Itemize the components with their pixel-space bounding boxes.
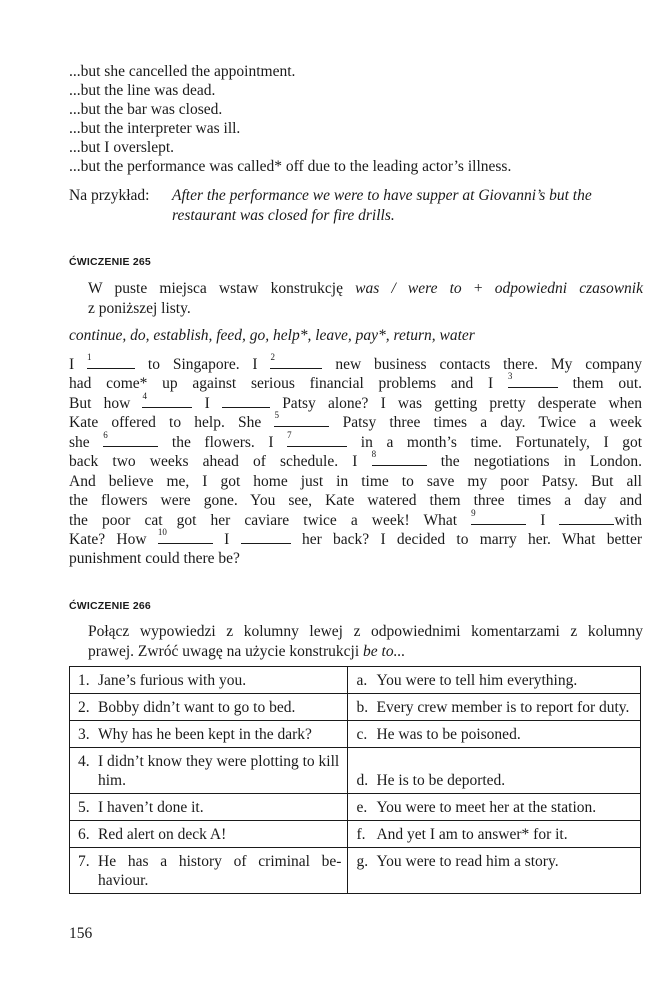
exercise-265-text (69, 352, 643, 569)
blank-10b[interactable] (241, 531, 291, 544)
example-text: After the performance we were to have supper at Giovanni’s but the restaurant was closed for fire drills. (172, 187, 592, 224)
blank-number: 2 (270, 352, 275, 362)
intro-line: ...but I overslept. (69, 139, 175, 156)
item-text: He was to be poisoned. (376, 726, 521, 743)
item-letter: f. (356, 826, 366, 843)
text-segment: I (540, 511, 546, 529)
right-cell (348, 794, 641, 821)
text-segment: them out. (572, 375, 642, 393)
intro-line: ...but the performance was called* off due to the leading actor’s illness. (69, 158, 512, 175)
table-row (70, 694, 641, 721)
item-letter: g. (356, 853, 369, 870)
instruction-text: W puste miejsca wstaw konstrukcję (88, 280, 356, 297)
text-segment: her back? I decided to marry her. What better (301, 530, 643, 548)
blank-6[interactable] (103, 429, 158, 447)
blank-9[interactable] (471, 507, 526, 525)
item-text: Bobby didn’t want to go to bed. (98, 699, 296, 716)
text-segment: I (204, 394, 210, 412)
example-label: Na przykład: (69, 187, 150, 204)
blank-number: 8 (371, 449, 377, 460)
item-letter: b. (356, 699, 369, 716)
exercise-265-instruction (88, 279, 643, 319)
text-segment: I (224, 530, 230, 548)
table-row (70, 667, 641, 694)
text-segment: she (69, 433, 90, 451)
exercise-265-heading: ĆWICZENIE 265 (69, 256, 151, 268)
text-segment: Kate? How (69, 530, 147, 548)
item-number: 1. (78, 672, 90, 689)
blank-4b[interactable] (222, 395, 270, 408)
item-text: Why has he been kept in the dark? (98, 726, 312, 743)
blank-number: 10 (157, 526, 167, 537)
item-number: 2. (78, 699, 90, 716)
text-segment: to Singapore. I (147, 356, 258, 373)
exercise-266-instruction (88, 622, 643, 662)
right-cell (348, 667, 641, 694)
item-number: 5. (78, 799, 90, 816)
blank-10[interactable] (157, 526, 213, 544)
item-text: You were to tell him everything. (376, 672, 578, 689)
text-line: And believe me, I got home just in time to save my poor Patsy. But all (69, 472, 642, 490)
text-line: the flowers were gone. You see, Kate watered them three times a day and (69, 492, 642, 510)
blank-number: 1 (87, 352, 92, 362)
item-text: Red alert on deck A! (98, 826, 227, 843)
item-letter: e. (356, 799, 368, 816)
right-cell (348, 721, 641, 748)
blank-8[interactable] (371, 449, 427, 466)
blank-3[interactable] (507, 371, 558, 388)
instruction-italic: was / were to (355, 280, 462, 297)
item-letter: d. (356, 772, 369, 789)
text-segment: the flowers. I (171, 433, 274, 451)
left-cell (70, 694, 348, 721)
table-row (70, 721, 641, 748)
blank-number: 9 (471, 507, 476, 518)
text-segment: new business contacts there. My company (335, 356, 643, 373)
blank-9b[interactable] (559, 512, 614, 525)
blank-number: 5 (274, 410, 279, 421)
item-text: I haven’t done it. (98, 799, 204, 816)
item-text: And yet I am to answer* for it. (376, 826, 568, 843)
item-text: I didn’t know they were plotting to kill him. (98, 753, 340, 789)
item-text: You were to read him a story. (376, 853, 559, 870)
text-line: punishment could there be? (69, 550, 240, 568)
item-text: He is to be deported. (376, 772, 506, 789)
blank-number: 3 (507, 371, 513, 382)
left-cell (70, 821, 348, 848)
text-segment: Kate offered to help. She (69, 414, 262, 432)
intro-line: ...but the line was dead. (69, 82, 216, 99)
instruction-text: z poniższej listy. (88, 300, 191, 317)
intro-list (69, 62, 511, 176)
item-text: You were to meet her at the station. (376, 799, 597, 816)
text-segment: Patsy three times a day. Twice a week (342, 414, 643, 432)
right-cell (348, 848, 641, 894)
instruction-text: prawej. Zwróć uwagę na użycie konstrukcji (88, 643, 364, 660)
item-number: 4. (78, 753, 90, 770)
intro-line: ...but she cancelled the appointment. (69, 63, 296, 80)
blank-5[interactable] (274, 410, 329, 427)
text-segment: I (69, 356, 75, 373)
blank-1[interactable] (87, 352, 135, 369)
table-row (70, 821, 641, 848)
blank-number: 4 (142, 390, 147, 401)
instruction-italic: odpowiedni czasownik (494, 280, 643, 297)
table-row (70, 794, 641, 821)
instruction-plus: + (461, 280, 495, 297)
text-segment: But how (69, 394, 131, 412)
item-text: Jane’s furious with you. (98, 672, 247, 689)
text-segment: had come* up against serious financial problems and I (69, 375, 494, 393)
instruction-italic: be to... (363, 643, 406, 660)
intro-line: ...but the bar was closed. (69, 101, 223, 118)
left-cell (70, 721, 348, 748)
right-cell (348, 748, 641, 794)
blank-2[interactable] (270, 352, 322, 369)
blank-7[interactable] (287, 429, 347, 447)
table-row (70, 848, 641, 894)
left-cell (70, 667, 348, 694)
left-cell (70, 794, 348, 821)
text-segment: with (614, 511, 643, 529)
page-number: 156 (69, 925, 93, 942)
item-letter: c. (356, 726, 368, 743)
blank-number: 7 (287, 429, 292, 440)
text-segment: the negotiations in London. (440, 453, 643, 471)
intro-line: ...but the interpreter was ill. (69, 120, 241, 137)
blank-4[interactable] (142, 390, 192, 408)
matching-table (69, 666, 641, 894)
item-number: 6. (78, 826, 90, 843)
item-text: He has a history of criminal be-haviour. (98, 853, 342, 889)
instruction-text: Połącz wypowiedzi z kolumny lewej z odpowiednimi komentarzami z kolumny (88, 623, 643, 640)
left-cell (70, 748, 348, 794)
text-segment: in a month’s time. Fortunately, I got (360, 433, 643, 451)
text-segment: the poor cat got her caviare twice a week! What (69, 511, 458, 529)
exercise-266-heading: ĆWICZENIE 266 (69, 600, 151, 612)
right-cell (348, 694, 641, 721)
item-number: 3. (78, 726, 90, 743)
text-segment: back two weeks ahead of schedule. I (69, 453, 358, 471)
right-cell (348, 821, 641, 848)
table-row (70, 748, 641, 794)
item-letter: a. (356, 672, 368, 689)
item-text: Every crew member is to report for duty. (376, 699, 630, 716)
verb-list: continue, do, establish, feed, go, help*, leave, pay*, return, water (69, 327, 475, 344)
item-number: 7. (78, 853, 90, 870)
text-segment: Patsy alone? I was getting pretty desperate when (282, 394, 643, 412)
left-cell (70, 848, 348, 894)
blank-number: 6 (103, 429, 108, 440)
